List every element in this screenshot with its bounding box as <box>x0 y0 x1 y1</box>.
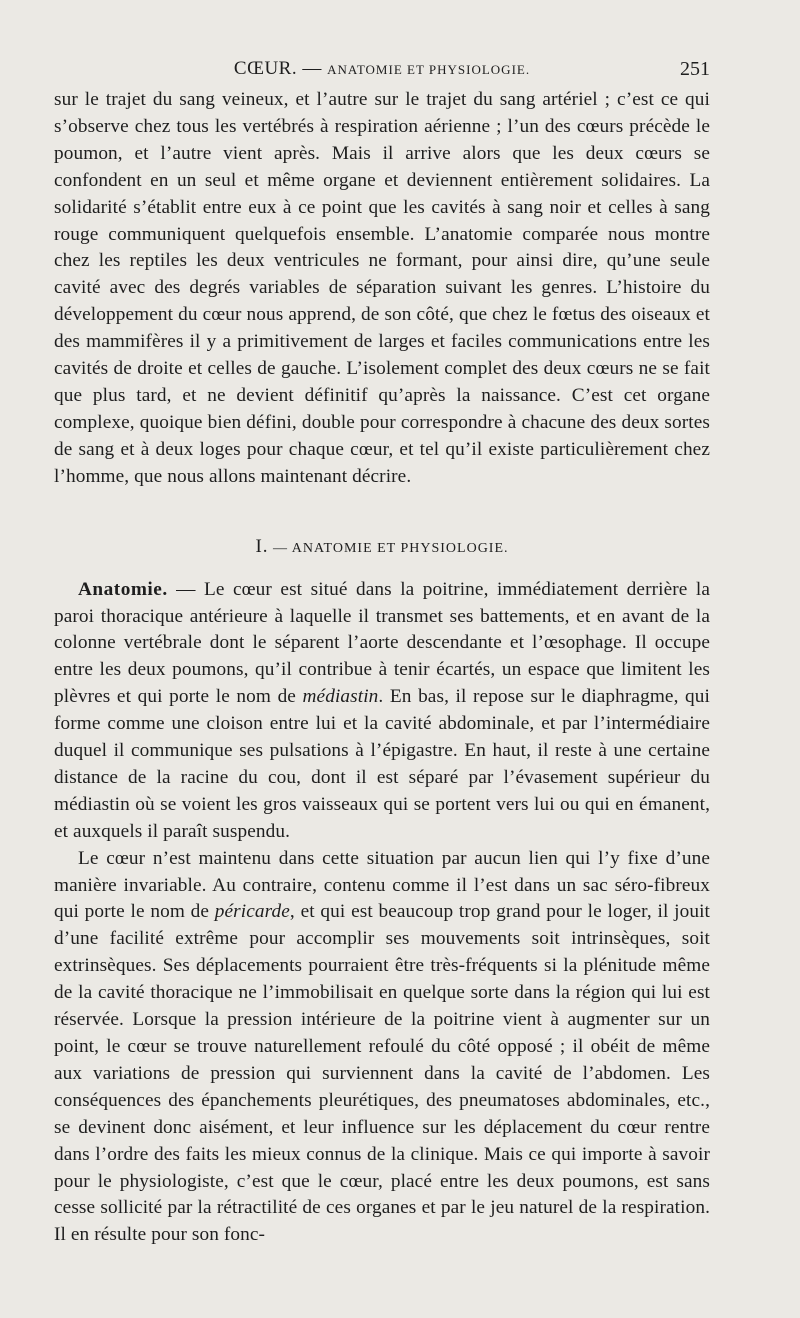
intro-paragraph: sur le trajet du sang veineux, et l’autre sur le trajet du sang artériel ; c’est ce qui s’observe chez tous les vertébrés à respiration aérienne ; l’un des cœurs précède le poumon, et l’autre vient après. Mais il arrive alors que les deux cœurs se confondent en un seul et même organe et deviennent entièrement solidaires. La solidarité s’établit entre eux à ce point que les cavités à sang noir et celles à sang rouge communiquent quelquefois ensemble. L’anatomie comparée nous montre chez les reptiles les deux ventricules ne formant, pour ainsi dire, qu’une seule cavité avec des degrés variables de séparation suivant les genres. L’histoire du développement du cœur nous apprend, de son côté, que chez le fœtus des oiseaux et des mammifères il y a primitivement de larges et faciles communications entre les cavités de droite et celles de gauche. L’isolement complet des deux cœurs ne se fait que plus tard, et ne devient définitif qu’après la naissance. C’est cet organe complexe, quoique bien défini, double pour correspondre à chacune des deux sortes de sang et à deux loges pour chaque cœur, et tel qu’il existe particulièrement chez l’homme, que nous allons maintenant décrire. <box>54 89 710 487</box>
page-body <box>54 87 710 1249</box>
anatomie-paragraph <box>54 577 710 846</box>
running-header <box>54 58 710 88</box>
pericarde-text-1: Le cœur n’est maintenu dans cette situation par aucun lien qui l’y fixe d’une manière invariable. Au contraire, contenu comme il l’est dans un sac séro-fibreux qui porte le nom de <box>54 847 710 923</box>
mediastin-term: médiastin <box>302 686 379 708</box>
pericarde-paragraph <box>54 846 710 1250</box>
page-number: 251 <box>680 58 710 80</box>
section-title: ANATOMIE ET PHYSIOLOGIE. <box>291 540 509 556</box>
pericarde-term: péricarde <box>214 901 290 923</box>
running-title <box>54 58 710 80</box>
anatomie-lead: Anatomie. <box>78 578 168 600</box>
running-title-main: CŒUR. <box>233 58 298 79</box>
section-heading <box>54 517 710 577</box>
anatomie-text-1: — Le cœur est situé dans la poitrine, immédiatement derrière la paroi thoracique antérieure à laquelle il transmet ses battements, et en avant de la colonne vertébrale dont le séparent l’aorte descendante et l’œsophage. Il occupe entre les deux poumons, qu’il contribue à tenir écartés, un espace que limitent les plèvres et qui porte le nom de <box>54 578 710 708</box>
section-number: I. <box>255 535 269 557</box>
anatomie-text-2: . En bas, il repose sur le diaphragme, qui forme comme une cloison entre lui et la cavité abdominale, et par l’intermédiaire duquel il communique ses pulsations à l’épigastre. En haut, il reste à une certaine distance de la racine du cou, dont il est séparé par l’évasement supérieur du médiastin où se voient les gros vaisseaux qui se portent vers lui ou qui en émanent, et auxquels il paraît suspendu. <box>54 686 710 842</box>
pericarde-text-2: , et qui est beaucoup trop grand pour le loger, il jouit d’une facilité extrême pour accomplir ses mouvements soit intrinsèques, soit extrinsèques. Ses déplacements pourraient être très-fréquents si la plénitude même de la cavité thoracique ne l’immobilisait en quelque sorte dans la région qui lui est réservée. Lorsque la pression intérieure de la poitrine vient à augmenter sur un point, le cœur se trouve naturellement refoulé du côté opposé ; il obéit de même aux variations de pression qui surviennent dans la cavité de l’abdomen. Les conséquences des épanchements pleurétiques, des pneumatoses abdominales, etc., se devinent donc aisément, et leur influence sur les déplacement du cœur rentre dans l’ordre des faits les mieux connus de la clinique. Mais ce qui importe à savoir pour le physiologiste, c’est que le cœur, placé entre les deux poumons, est sans cesse sollicité par la rétractilité de ces organes et par le jeu naturel de la respiration. Il en résulte pour son fonc- <box>54 901 710 1246</box>
running-title-sub: ANATOMIE ET PHYSIOLOGIE. <box>327 62 531 77</box>
section-separator: — <box>268 540 292 556</box>
running-title-separator: — <box>297 58 328 79</box>
